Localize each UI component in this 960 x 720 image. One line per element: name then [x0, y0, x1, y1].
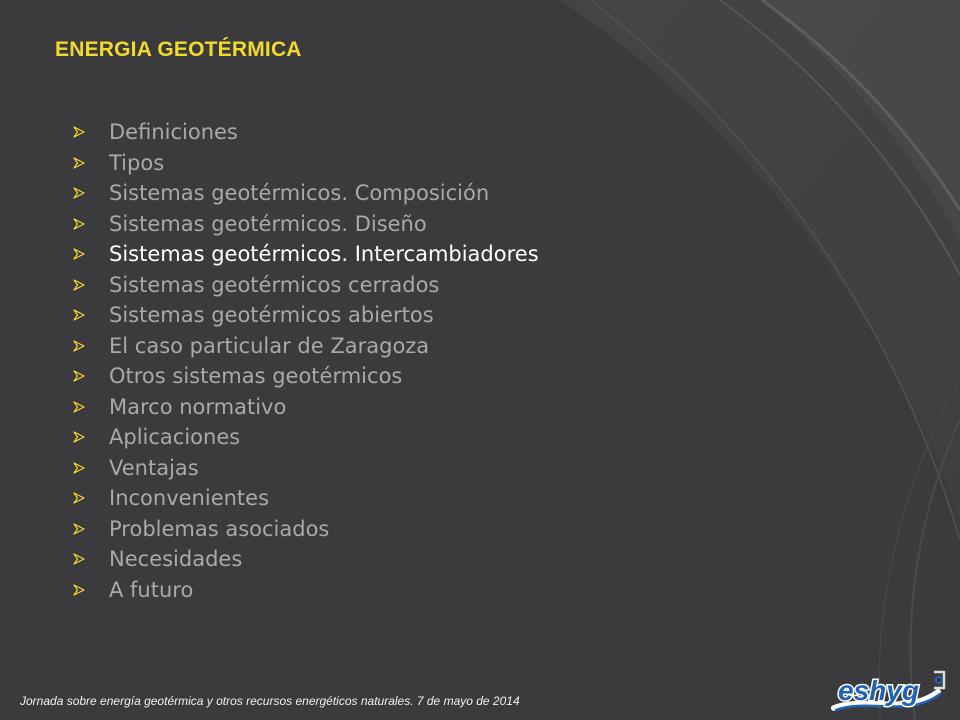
agenda-item-composicion [73, 178, 539, 209]
agenda-item-cerrados [73, 270, 539, 301]
agenda-item-zaragoza [73, 331, 539, 362]
arrowhead-bullet-icon [73, 370, 109, 382]
agenda-item-aplicaciones [73, 422, 539, 453]
agenda-item-marco [73, 392, 539, 423]
agenda-item-label: Aplicaciones [109, 425, 241, 450]
agenda-item-otros [73, 361, 539, 392]
arrowhead-bullet-icon [73, 157, 109, 169]
agenda-item-label: Necesidades [109, 547, 243, 572]
arrowhead-bullet-icon [73, 248, 109, 260]
agenda-item-label: Sistemas geotérmicos. Composición [109, 181, 490, 206]
footer-text: Jornada sobre energía geotérmica y otros recursos energéticos naturales. 7 de mayo de 2014 [20, 694, 520, 708]
arrowhead-bullet-icon [73, 523, 109, 535]
agenda-item-label: Sistemas geotérmicos abiertos [109, 303, 434, 328]
arrowhead-bullet-icon [73, 584, 109, 596]
agenda-item-label: Definiciones [109, 120, 238, 145]
agenda-item-abiertos [73, 300, 539, 331]
agenda-item-label: El caso particular de Zaragoza [109, 333, 430, 358]
agenda-item-necesidades [73, 544, 539, 575]
arrowhead-bullet-icon [73, 309, 109, 321]
agenda-item-label: Problemas asociados [109, 516, 330, 541]
arrowhead-bullet-icon [73, 553, 109, 565]
agenda-list [73, 117, 539, 605]
arrowhead-bullet-icon [73, 187, 109, 199]
arrowhead-bullet-icon [73, 462, 109, 474]
agenda-item-inconvenientes [73, 483, 539, 514]
agenda-item-label: Inconvenientes [109, 486, 270, 511]
agenda-item-ventajas [73, 453, 539, 484]
agenda-item-futuro [73, 575, 539, 606]
arrowhead-bullet-icon [73, 401, 109, 413]
agenda-item-tipos [73, 148, 539, 179]
agenda-item-definiciones [73, 117, 539, 148]
agenda-item-label: Tipos [109, 150, 165, 175]
arrowhead-bullet-icon [73, 126, 109, 138]
agenda-item-intercambiadores [73, 239, 539, 270]
svg-text:eshyg: eshyg [838, 675, 919, 706]
slide-title: ENERGIA GEOTÉRMICA [55, 38, 302, 61]
eshyg-logo [826, 658, 956, 718]
arrowhead-bullet-icon [73, 218, 109, 230]
agenda-item-diseno [73, 209, 539, 240]
arrowhead-bullet-icon [73, 279, 109, 291]
agenda-item-label: Sistemas geotérmicos cerrados [109, 272, 440, 297]
agenda-item-label: A futuro [109, 577, 194, 602]
arrowhead-bullet-icon [73, 431, 109, 443]
agenda-item-label: Sistemas geotérmicos. Intercambiadores [109, 242, 539, 267]
arrowhead-bullet-icon [73, 492, 109, 504]
agenda-item-label: Ventajas [109, 455, 199, 480]
agenda-item-problemas [73, 514, 539, 545]
arrowhead-bullet-icon [73, 340, 109, 352]
agenda-item-label: Otros sistemas geotérmicos [109, 364, 403, 389]
agenda-item-label: Marco normativo [109, 394, 287, 419]
agenda-item-label: Sistemas geotérmicos. Diseño [109, 211, 427, 236]
